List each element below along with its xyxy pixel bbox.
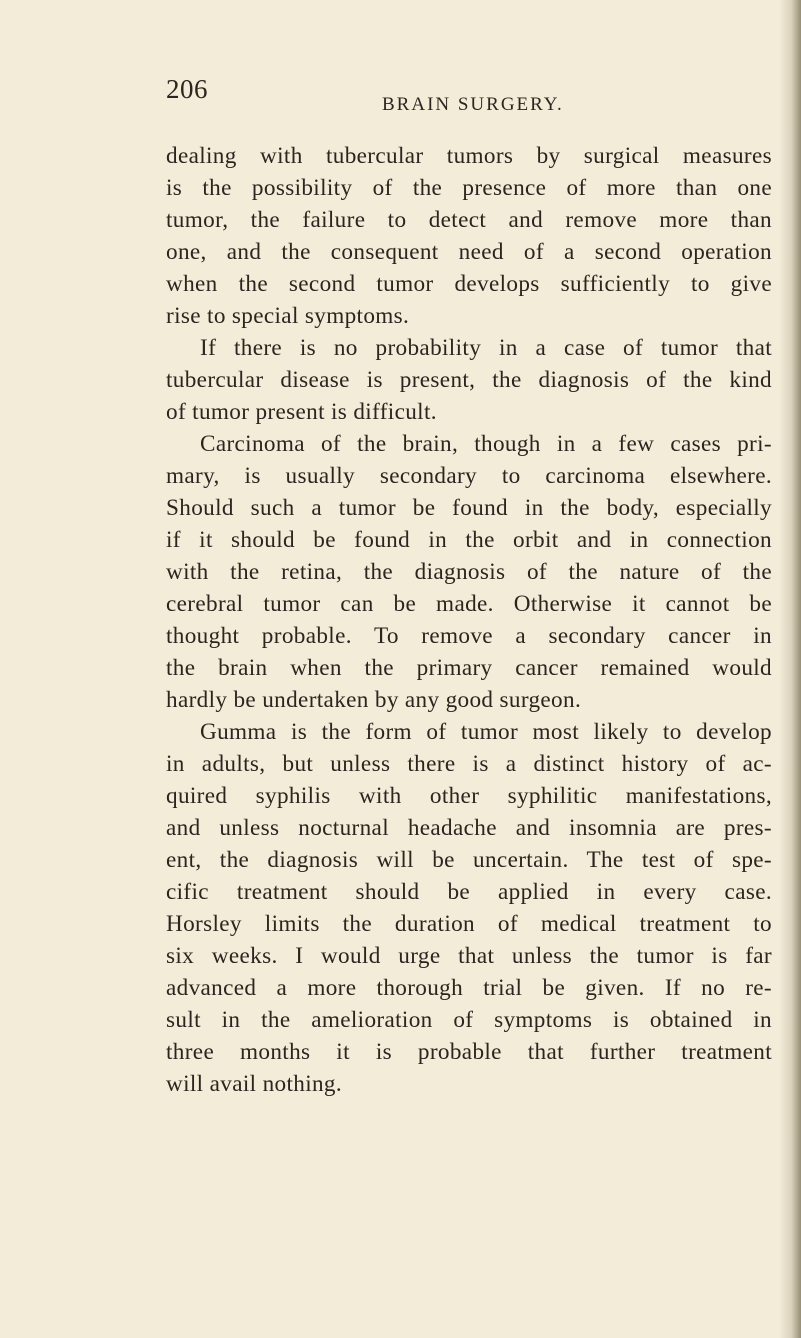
- running-head: BRAIN SURGERY.: [382, 94, 564, 115]
- text-line: thought probable. To remove a secondary cancer in: [166, 623, 772, 649]
- text-line: will avail nothing.: [166, 1071, 343, 1097]
- text-line: dealing with tubercular tumors by surgical measures: [166, 143, 772, 169]
- paragraph-1: [166, 140, 772, 332]
- text-line: one, and the consequent need of a second operation: [166, 239, 772, 265]
- text-line: three months it is probable that further treatment: [166, 1039, 772, 1065]
- text-line: Carcinoma of the brain, though in a few cases pri-: [200, 431, 772, 457]
- page-edge-shadow: [779, 0, 801, 1338]
- text-line: Horsley limits the duration of medical treatment to: [166, 911, 772, 937]
- text-line: hardly be undertaken by any good surgeon.: [166, 687, 582, 713]
- text-line: six weeks. I would urge that unless the tumor is far: [166, 943, 772, 969]
- text-line: ent, the diagnosis will be uncertain. The test of spe-: [166, 847, 772, 873]
- text-line: quired syphilis with other syphilitic manifestations,: [166, 783, 772, 809]
- text-line: rise to special symptoms.: [166, 303, 410, 329]
- paragraph-4: [166, 716, 772, 1100]
- text-line: If there is no probability in a case of tumor that: [200, 335, 772, 361]
- text-line: if it should be found in the orbit and in connection: [166, 527, 772, 553]
- text-line: tubercular disease is present, the diagnosis of the kind: [166, 367, 772, 393]
- paragraph-3: [166, 428, 772, 716]
- text-line: tumor, the failure to detect and remove more than: [166, 207, 772, 233]
- text-line: Gumma is the form of tumor most likely to develop: [200, 719, 772, 745]
- body-text: [166, 140, 772, 1100]
- text-line: the brain when the primary cancer remained would: [166, 655, 772, 681]
- text-line: when the second tumor develops sufficiently to give: [166, 271, 772, 297]
- text-line: is the possibility of the presence of more than one: [166, 175, 772, 201]
- paragraph-2: [166, 332, 772, 428]
- text-line: and unless nocturnal headache and insomnia are pres-: [166, 815, 772, 841]
- text-line: sult in the amelioration of symptoms is obtained in: [166, 1007, 772, 1033]
- text-line: of tumor present is difficult.: [166, 399, 437, 425]
- page-number: 206: [166, 74, 208, 104]
- text-line: cific treatment should be applied in every case.: [166, 879, 772, 905]
- text-line: in adults, but unless there is a distinct history of ac-: [166, 751, 772, 777]
- text-line: Should such a tumor be found in the body, especially: [166, 495, 772, 521]
- text-line: with the retina, the diagnosis of the nature of the: [166, 559, 772, 585]
- text-line: cerebral tumor can be made. Otherwise it cannot be: [166, 591, 772, 617]
- text-line: mary, is usually secondary to carcinoma elsewhere.: [166, 463, 772, 489]
- text-line: advanced a more thorough trial be given. If no re-: [166, 975, 772, 1001]
